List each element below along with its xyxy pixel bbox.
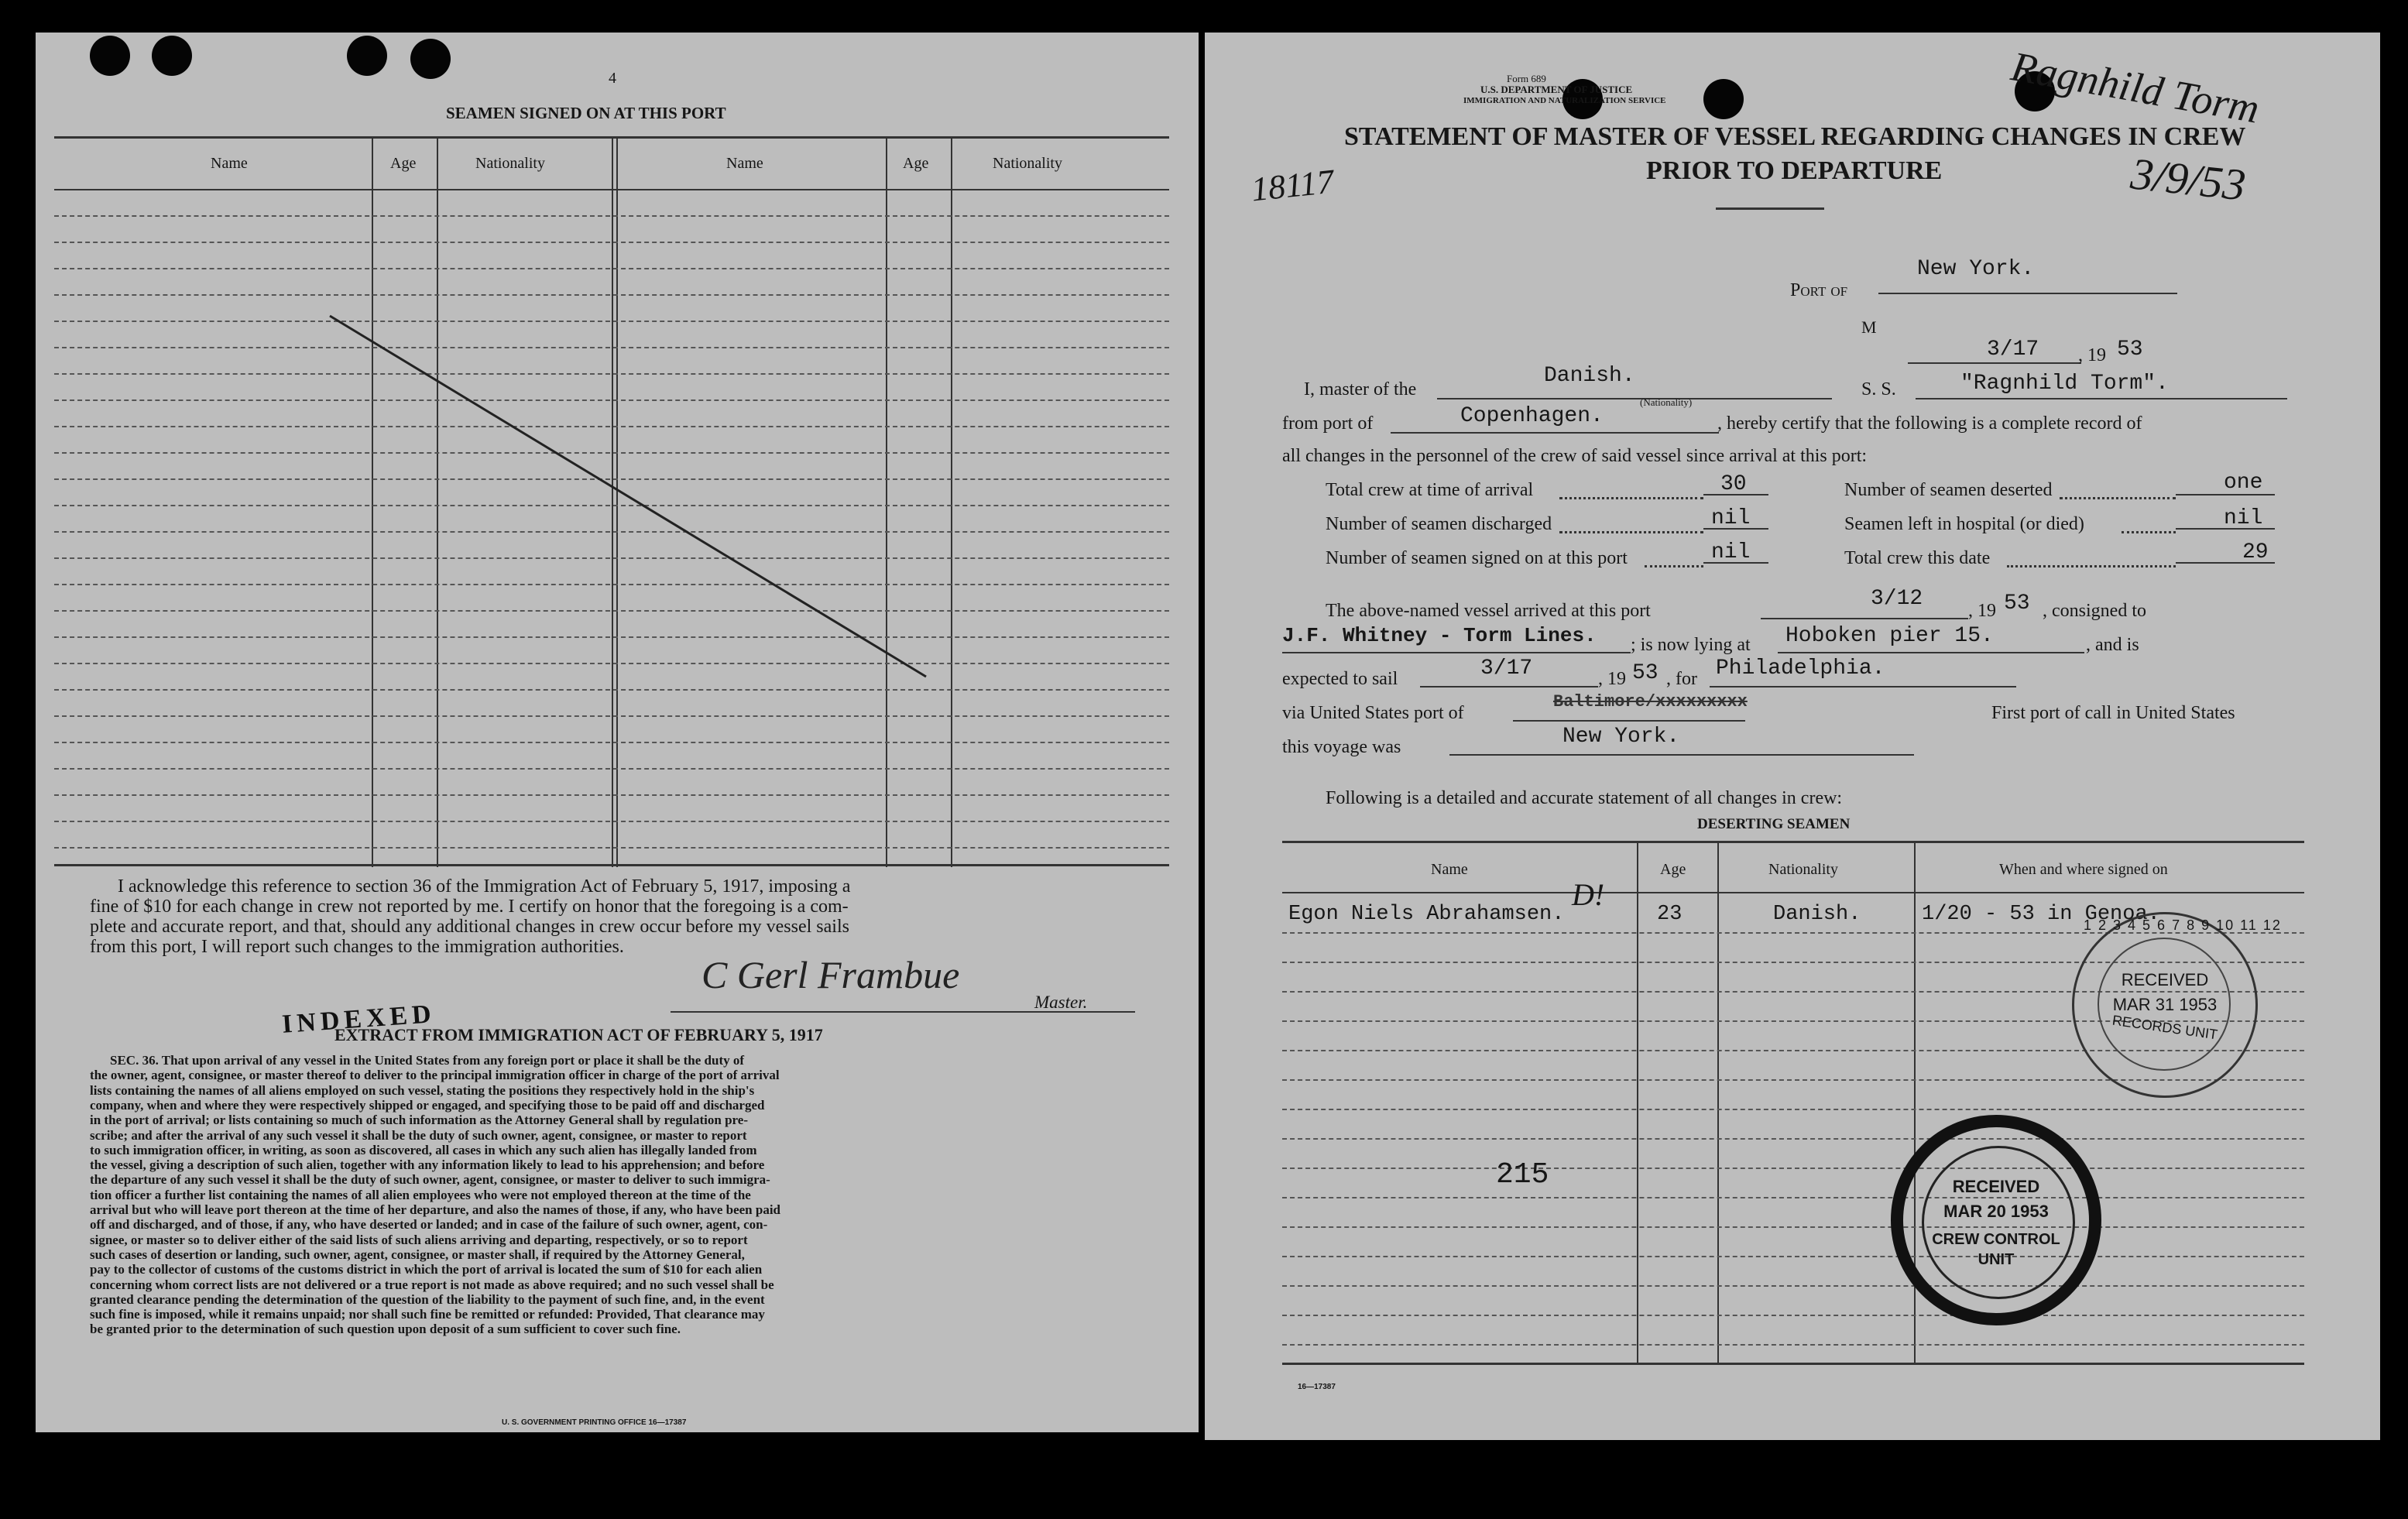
deserted-label: Number of seamen deserted [1844, 480, 2053, 500]
ss-label: S. S. [1861, 379, 1896, 399]
total-arrival-value: 30 [1720, 472, 1747, 496]
discharged-label: Number of seamen discharged [1326, 514, 1552, 534]
form-title-line1: STATEMENT OF MASTER OF VESSEL REGARDING CHANGES IN CREW [1344, 122, 2246, 151]
certify-text: , hereby certify that the following is a complete record of [1717, 413, 2142, 434]
table-rule [1282, 1109, 2304, 1110]
table-rule [1282, 1138, 2304, 1140]
stamp-line: RECEIVED [1952, 1177, 2040, 1196]
column-header: Nationality [475, 155, 545, 172]
section-text-line: off and discharged, and of those, if any, who have deserted or landed; and in case of the failure of such owner, agent, con- [90, 1217, 768, 1233]
form-number: Form 689 [1507, 73, 1546, 84]
column-header: Name [211, 155, 248, 172]
section-text-line: be granted prior to the determination of such question upon deposit of a sum sufficient to cover such fine. [90, 1322, 681, 1337]
handwritten-vessel-name: Ragnhild Torm [2008, 43, 2263, 132]
seaman-signed-on: 1/20 - 53 in Genoa. [1922, 903, 2160, 926]
year-prefix: , 19 [1598, 669, 1626, 689]
printing-office-footer: U. S. GOVERNMENT PRINTING OFFICE 16—17387 [502, 1418, 687, 1427]
port-value: New York. [1917, 257, 2035, 281]
section-text-line: scribe; and after the arrival of any such vessel it shall be the duty of such owner, agent, consignee, or master to report [90, 1127, 747, 1143]
section-text-line: concerning whom correct lists are not delivered or a true report is not made as above required; and no such vessel shall be [90, 1277, 774, 1292]
section-text-line: such fine is imposed, while it remains unpaid; nor shall such fine be remitted or refunded: Provided, That clearance may [90, 1307, 765, 1322]
stamp-line: UNIT [1978, 1251, 2015, 1268]
acknowledgment-line: from this port, I will report such changes to the immigration authorities. [90, 937, 624, 957]
and-is-label: , and is [2086, 635, 2139, 655]
first-port-label: First port of call in United States [1991, 703, 2235, 723]
column-header: Nationality [993, 155, 1062, 172]
consignee: J.F. Whitney - Torm Lines. [1282, 624, 1597, 647]
hospital-label: Seamen left in hospital (or died) [1844, 514, 2084, 534]
table-rule [1282, 1168, 2304, 1169]
crew-control-stamp [1891, 1115, 2101, 1325]
deserted-value: one [2224, 471, 2263, 495]
signed-on-value: nil [1711, 540, 1751, 564]
year-value: 53 [2117, 338, 2143, 362]
stamp-line: RECEIVED [2121, 970, 2209, 989]
port-label: Port of [1790, 280, 1848, 300]
section-text-line: signee, or master so to deliver either of the said lists of such aliens arriving and departing, respectively, or so to report [90, 1232, 748, 1247]
master-of-label: I, master of the [1304, 379, 1417, 399]
for-label: , for [1666, 669, 1697, 689]
column-header: Name [1431, 861, 1468, 878]
section-text-line: lists containing the names of all aliens employed on such vessel, stating the positions they respectively hold in the ship's [90, 1082, 755, 1098]
right-page [1205, 33, 2380, 1440]
left-page [36, 33, 1199, 1432]
lying-value: Hoboken pier 15. [1785, 624, 1994, 648]
from-port-label: from port of [1282, 413, 1374, 434]
section-text-line: the departure of any such vessel it shall be the duty of such owner, agent, consignee, or master to deliver to such immigra- [90, 1172, 770, 1188]
seamen-signed-heading: SEAMEN SIGNED ON AT THIS PORT [446, 104, 726, 122]
deserting-seamen-heading: DESERTING SEAMEN [1697, 816, 1851, 832]
total-date-label: Total crew this date [1844, 548, 1991, 568]
nationality-value: Danish. [1544, 364, 1635, 388]
section-text-line: such cases of desertion or landing, such owner, agent, consignee, or master shall, if required by the Attorney General, [90, 1246, 745, 1262]
section-text-line: company, when and where they were respectively shipped or engaged, and specifying those to be paid off and discharged [90, 1097, 765, 1113]
deserter-mark: D! [1572, 877, 1605, 912]
acknowledgment-line: fine of $10 for each change in crew not reported by me. I certify on honor that the foregoing is a com- [90, 897, 849, 917]
section-text-line: granted clearance pending the determination of the question of the liability to the payment of such fine, and, in the event [90, 1291, 765, 1307]
voyage-value: New York. [1562, 725, 1680, 749]
arrived-date: 3/12 [1871, 587, 1923, 611]
table-rule [1282, 1344, 2304, 1346]
section-text-line: the owner, agent, consignee, or master thereof to deliver to the principal immigration officer in charge of the port of arrival [90, 1068, 780, 1083]
m-label: M [1861, 317, 1877, 337]
via-label: via United States port of [1282, 703, 1464, 723]
voyage-label: this voyage was [1282, 737, 1401, 757]
column-header: Nationality [1768, 861, 1838, 878]
service: IMMIGRATION AND NATURALIZATION SERVICE [1463, 96, 1666, 105]
handwritten-number: 18117 [1249, 162, 1336, 209]
hospital-value: nil [2224, 506, 2263, 530]
year-prefix: , 19 [2078, 345, 2106, 365]
arrived-label: The above-named vessel arrived at this port [1326, 601, 1651, 621]
signed-on-label: Number of seamen signed on at this port [1326, 548, 1628, 568]
total-arrival-label: Total crew at time of arrival [1326, 480, 1534, 500]
via-value: Baltimore/xxxxxxxxx [1553, 692, 1748, 711]
vessel-name: "Ragnhild Torm". [1960, 372, 2169, 396]
from-port-value: Copenhagen. [1460, 404, 1604, 428]
sail-date: 3/17 [1480, 657, 1533, 681]
column-header: When and where signed on [1999, 861, 2168, 878]
cancel-strike-line [36, 33, 1197, 884]
column-header: Age [1660, 861, 1686, 878]
stamp-ring: 1 2 3 4 5 6 7 8 9 10 11 12 [2084, 917, 2282, 933]
page-number: 4 [609, 70, 616, 87]
following-text: Following is a detailed and accurate statement of all changes in crew: [1326, 788, 1843, 808]
column-header: Age [903, 155, 929, 172]
seaman-name: Egon Niels Abrahamsen. [1288, 903, 1565, 926]
column-header: Name [726, 155, 763, 172]
arrived-year: 53 [2004, 591, 2030, 615]
discharged-value: nil [1711, 506, 1751, 530]
number-215: 215 [1496, 1158, 1549, 1192]
consigned-label: , consigned to [2043, 601, 2146, 621]
stamp-line: CREW CONTROL [1932, 1231, 2060, 1248]
extract-title: EXTRACT FROM IMMIGRATION ACT OF FEBRUARY 5, 1917 [334, 1025, 823, 1044]
table-rule [1282, 1256, 2304, 1257]
punch-hole [1703, 79, 1744, 119]
table-rule [1282, 1226, 2304, 1228]
section-text-line: the vessel, giving a description of such alien, together with any information likely to lead to his apprehension; and before [90, 1157, 765, 1173]
records-unit-stamp [2072, 912, 2282, 1098]
indexed-stamp: INDEXED [280, 1000, 437, 1039]
nationality-caption: (Nationality) [1640, 396, 1693, 408]
sail-label: expected to sail [1282, 669, 1398, 689]
master-label: Master. [1034, 993, 1088, 1012]
master-signature: C Gerl Frambue [701, 953, 960, 996]
table-rule [1282, 1285, 2304, 1287]
date-value: 3/17 [1987, 338, 2039, 362]
seaman-age: 23 [1657, 903, 1683, 926]
section-text-line: SEC. 36. That upon arrival of any vessel in the United States from any foreign port or place it shall be the duty of [110, 1053, 745, 1068]
stamp-line: RECORDS UNIT [2111, 1012, 2219, 1043]
table-rule [1282, 1197, 2304, 1198]
section-text-line: tion officer a further list containing the names of all alien employees who were not employed thereon at the time of the [90, 1187, 751, 1202]
year-prefix: , 19 [1968, 601, 1996, 621]
column-header: Age [390, 155, 417, 172]
section-text-line: arrival but who will leave port thereon at the time of her departure, and also the names of those, if any, who have been paid [90, 1202, 781, 1217]
sail-year: 53 [1632, 661, 1659, 685]
department: U.S. DEPARTMENT OF JUSTICE [1480, 84, 1633, 95]
section-text-line: to such immigration officer, in writing, as soon as discovered, all cases in which any such alien has illegally landed from [90, 1142, 757, 1157]
stamp-date: MAR 20 1953 [1943, 1202, 2049, 1221]
stamp-date: MAR 31 1953 [2112, 995, 2218, 1014]
total-date-value: 29 [2242, 540, 2269, 564]
changes-text: all changes in the personnel of the crew of said vessel since arrival at this port: [1282, 446, 1868, 466]
table-rule [1282, 1315, 2304, 1316]
section-text-line: in the port of arrival; or lists containing so much of such information as the Attorney General shall by regulation pre- [90, 1113, 748, 1128]
destination: Philadelphia. [1716, 657, 1885, 681]
lying-label: ; is now lying at [1631, 635, 1751, 655]
handwritten-date: 3/9/53 [2128, 148, 2248, 211]
form-footer: 16—17387 [1298, 1383, 1336, 1391]
form-title-line2: PRIOR TO DEPARTURE [1646, 156, 1943, 185]
seaman-nationality: Danish. [1773, 903, 1861, 926]
section-text-line: pay to the collector of customs of the customs district in which the port of arrival is located the sum of $10 for each alien [90, 1262, 763, 1277]
acknowledgment-line: plete and accurate report, and that, should any additional changes in crew occur before my vessel sails [90, 917, 849, 937]
acknowledgment-line: I acknowledge this reference to section 36 of the Immigration Act of February 5, 1917, imposing a [118, 876, 851, 897]
